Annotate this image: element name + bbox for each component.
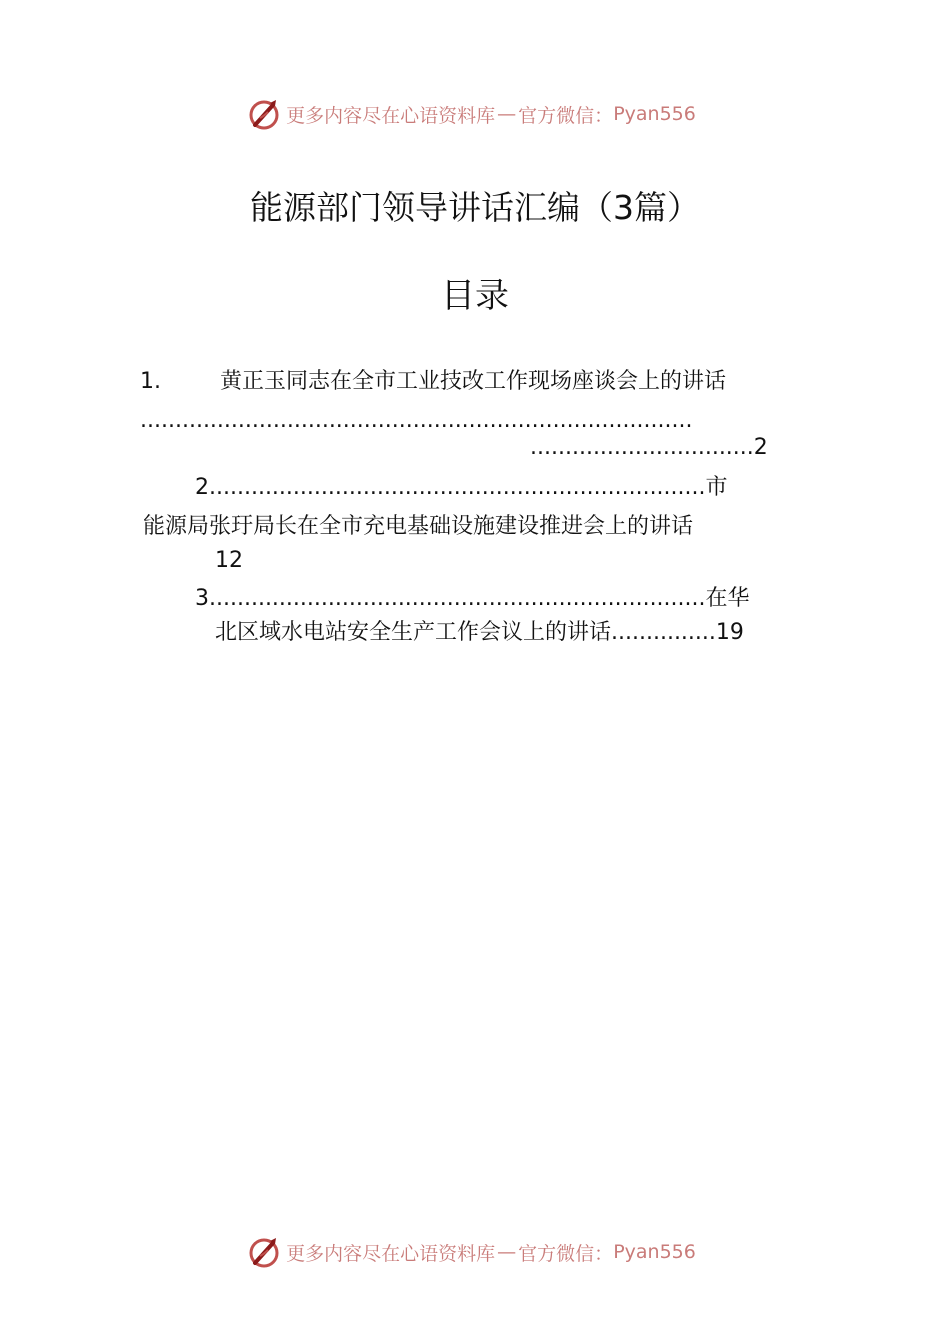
toc-item-2-number-leader: 2.......................................................................市 <box>195 475 728 500</box>
watermark-separator: — <box>497 1241 517 1263</box>
toc-item-1-leader: ............................................................................... <box>140 408 693 433</box>
watermark-text: 更多内容尽在心语资料库 <box>286 104 496 127</box>
watermark-contact-label: 官方微信： <box>518 1242 614 1265</box>
watermark-text: 更多内容尽在心语资料库 <box>286 1242 496 1265</box>
pen-circle-logo-icon <box>246 1234 282 1270</box>
header-watermark <box>0 94 950 134</box>
toc-item-1-page: ................................2 <box>530 435 768 460</box>
watermark-contact-label: 官方微信： <box>518 104 614 127</box>
toc-item-1-title: 黄正玉同志在全市工业技改工作现场座谈会上的讲话 <box>220 369 727 394</box>
toc-heading: 目录 <box>441 276 509 316</box>
toc-item-1-number: 1. <box>140 369 161 394</box>
footer-watermark <box>0 1232 950 1272</box>
watermark-contact-id: Pyan556 <box>613 103 696 125</box>
document-title: 能源部门领导讲话汇编（3篇） <box>250 188 700 227</box>
watermark-contact-id: Pyan556 <box>613 1241 696 1263</box>
pen-circle-logo-icon <box>246 96 282 132</box>
toc-item-3-number-leader: 3.......................................................................在华 <box>195 586 750 611</box>
watermark-separator: — <box>497 103 517 125</box>
toc-item-2-page: 12 <box>215 548 243 573</box>
toc-item-3-title-page: 北区域水电站安全生产工作会议上的讲话...............19 <box>215 620 744 645</box>
toc-item-2-title: 能源局张玗局长在全市充电基础设施建设推进会上的讲话 <box>143 514 694 539</box>
